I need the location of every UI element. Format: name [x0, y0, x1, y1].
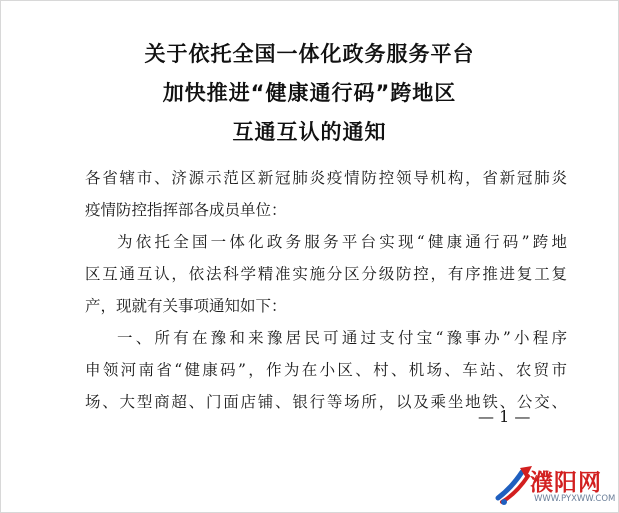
document-title-line-1: 关于依托全国一体化政务服务平台: [144, 42, 475, 66]
paragraph-2-line-3: 场、大型商超、门面店铺、银行等场所，以及乘坐地铁、公交、: [85, 393, 567, 411]
document-title-line-2: 加快推进“健康通行码”跨地区: [162, 81, 457, 105]
site-watermark: [492, 462, 616, 510]
watermark-site-url: WWW.PYXWW.COM: [534, 494, 616, 504]
paragraph-1-line-3: 产，现就有关事项通知如下：: [85, 297, 287, 315]
paragraph-1-line-2: 区互通互认，依法科学精准实施分区分级防控，有序推进复工复: [85, 265, 567, 283]
document-title-line-3: 互通互认的通知: [232, 120, 387, 144]
watermark-site-name: 濮阳网: [530, 470, 602, 496]
page-number: — 1 —: [478, 407, 531, 426]
salutation-line-2: 疫情防控指挥部各成员单位：: [85, 201, 287, 219]
salutation-line-1: 各省辖市、济源示范区新冠肺炎疫情防控领导机构，省新冠肺炎: [85, 169, 567, 187]
paragraph-1-line-1: 为依托全国一体化政务服务平台实现“健康通行码”跨地: [117, 233, 567, 251]
paragraph-2-line-2: 申领河南省“健康码”，作为在小区、村、机场、车站、农贸市: [85, 361, 567, 379]
paragraph-2-line-1: 一、所有在豫和来豫居民可通过支付宝“豫事办”小程序: [117, 329, 567, 347]
